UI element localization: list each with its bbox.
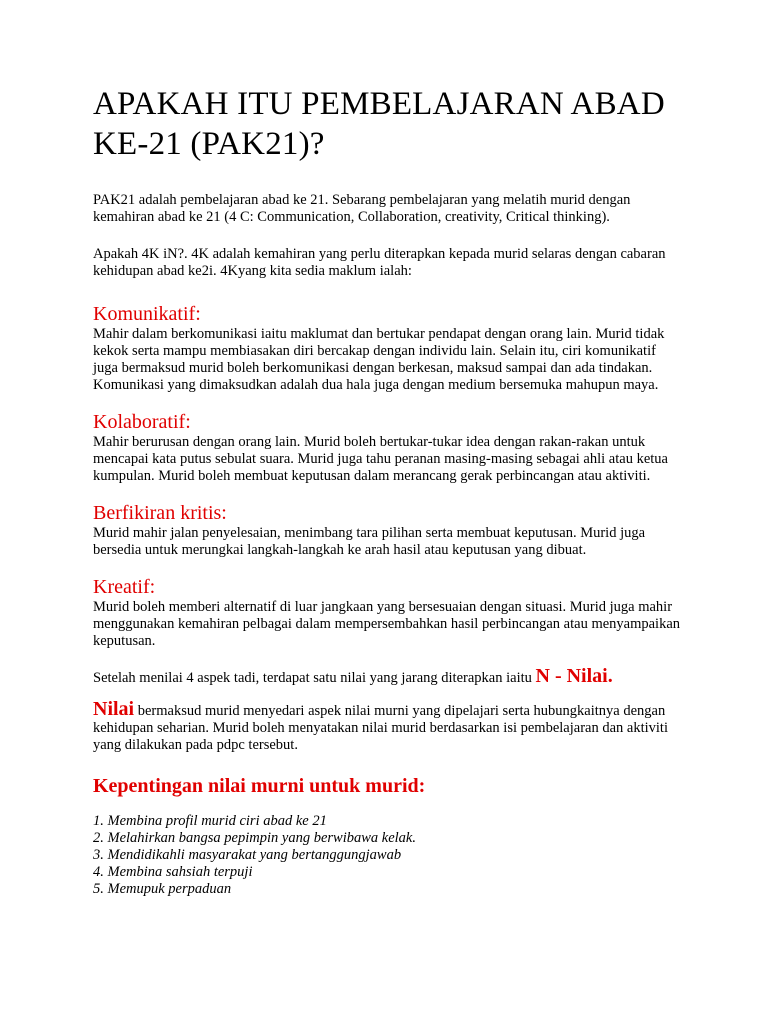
section-heading-berfikiran-kritis: Berfikiran kritis: <box>93 502 227 524</box>
intro-paragraph-2: Apakah 4K iN?. 4K adalah kemahiran yang perlu diterapkan kepada murid selaras dengan cabaran kehidupan abad ke2i. 4Kyang kita sedia maklum ialah: <box>93 246 666 279</box>
section-body-kreatif: Murid boleh memberi alternatif di luar jangkaan yang bersesuaian dengan situasi. Murid juga mahir menggunakan kemahiran pelbagai dalam mempersembahkan hasil perbincangan atau menyampaikan keputusan. <box>93 599 681 649</box>
section-heading-kreatif: Kreatif: <box>93 576 156 598</box>
nilai-definition-paragraph <box>93 698 683 754</box>
list-item: 1. Membina profil murid ciri abad ke 21 <box>93 813 327 829</box>
nilai-definition-word: Nilai <box>93 698 135 720</box>
kepentingan-heading: Kepentingan nilai murni untuk murid: <box>93 775 426 797</box>
intro-paragraph-1: PAK21 adalah pembelajaran abad ke 21. Sebarang pembelajaran yang melatih murid dengan kemahiran abad ke 21 (4 C: Communication, Collaboration, creativity, Critical thinking). <box>93 192 631 225</box>
nilai-lead-text: Setelah menilai 4 aspek tadi, terdapat satu nilai yang jarang diterapkan iaitu <box>93 670 536 686</box>
list-item: 3. Mendidikahli masyarakat yang bertanggungjawab <box>93 847 402 863</box>
section-heading-komunikatif: Komunikatif: <box>93 303 201 325</box>
section-body-berfikiran-kritis: Murid mahir jalan penyelesaian, menimbang tara pilihan serta membuat keputusan. Murid juga bersedia untuk merungkai langkah-langkah ke arah hasil atau keputusan yang dibuat. <box>93 525 646 558</box>
list-item: 2. Melahirkan bangsa pepimpin yang berwibawa kelak. <box>93 830 416 846</box>
nilai-highlight: N - Nilai. <box>535 665 613 687</box>
kepentingan-list <box>93 813 683 898</box>
section-body-komunikatif: Mahir dalam berkomunikasi iaitu maklumat dan bertukar pendapat dengan orang lain. Murid tidak kekok serta mampu membiasakan diri bercakap dengan individu lain. Selain itu, ciri komunikatif juga bermaksud murid boleh berkomunikasi dengan berkesan, maksud sampai dan ada tindakan. Komunikasi yang dimaksudkan adalah dua hala juga dengan medium bersemuka mahupun maya. <box>93 326 665 393</box>
page-title: APAKAH ITU PEMBELAJARAN ABAD KE-21 (PAK21)? <box>93 86 665 162</box>
section-heading-kolaboratif: Kolaboratif: <box>93 411 191 433</box>
nilai-intro-paragraph <box>93 665 683 687</box>
document-page <box>93 84 683 898</box>
section-body-kolaboratif: Mahir berurusan dengan orang lain. Murid boleh bertukar-tukar idea dengan rakan-rakan untuk mencapai kata putus sebulat suara. Murid juga tahu peranan masing-masing sebagai ahli atau ketua kumpulan. Murid boleh membuat keputusan dalam merancang gerak perbincangan atau aktiviti. <box>93 434 668 484</box>
list-item: 5. Memupuk perpaduan <box>93 881 232 897</box>
list-item: 4. Membina sahsiah terpuji <box>93 864 253 880</box>
nilai-definition-text: bermaksud murid menyedari aspek nilai murni yang dipelajari serta hubungkaitnya dengan kehidupan seharian. Murid boleh menyatakan nilai murid berdasarkan isi pembelajaran dan aktiviti yang dilakukan pada pdpc tersebut. <box>93 703 668 753</box>
